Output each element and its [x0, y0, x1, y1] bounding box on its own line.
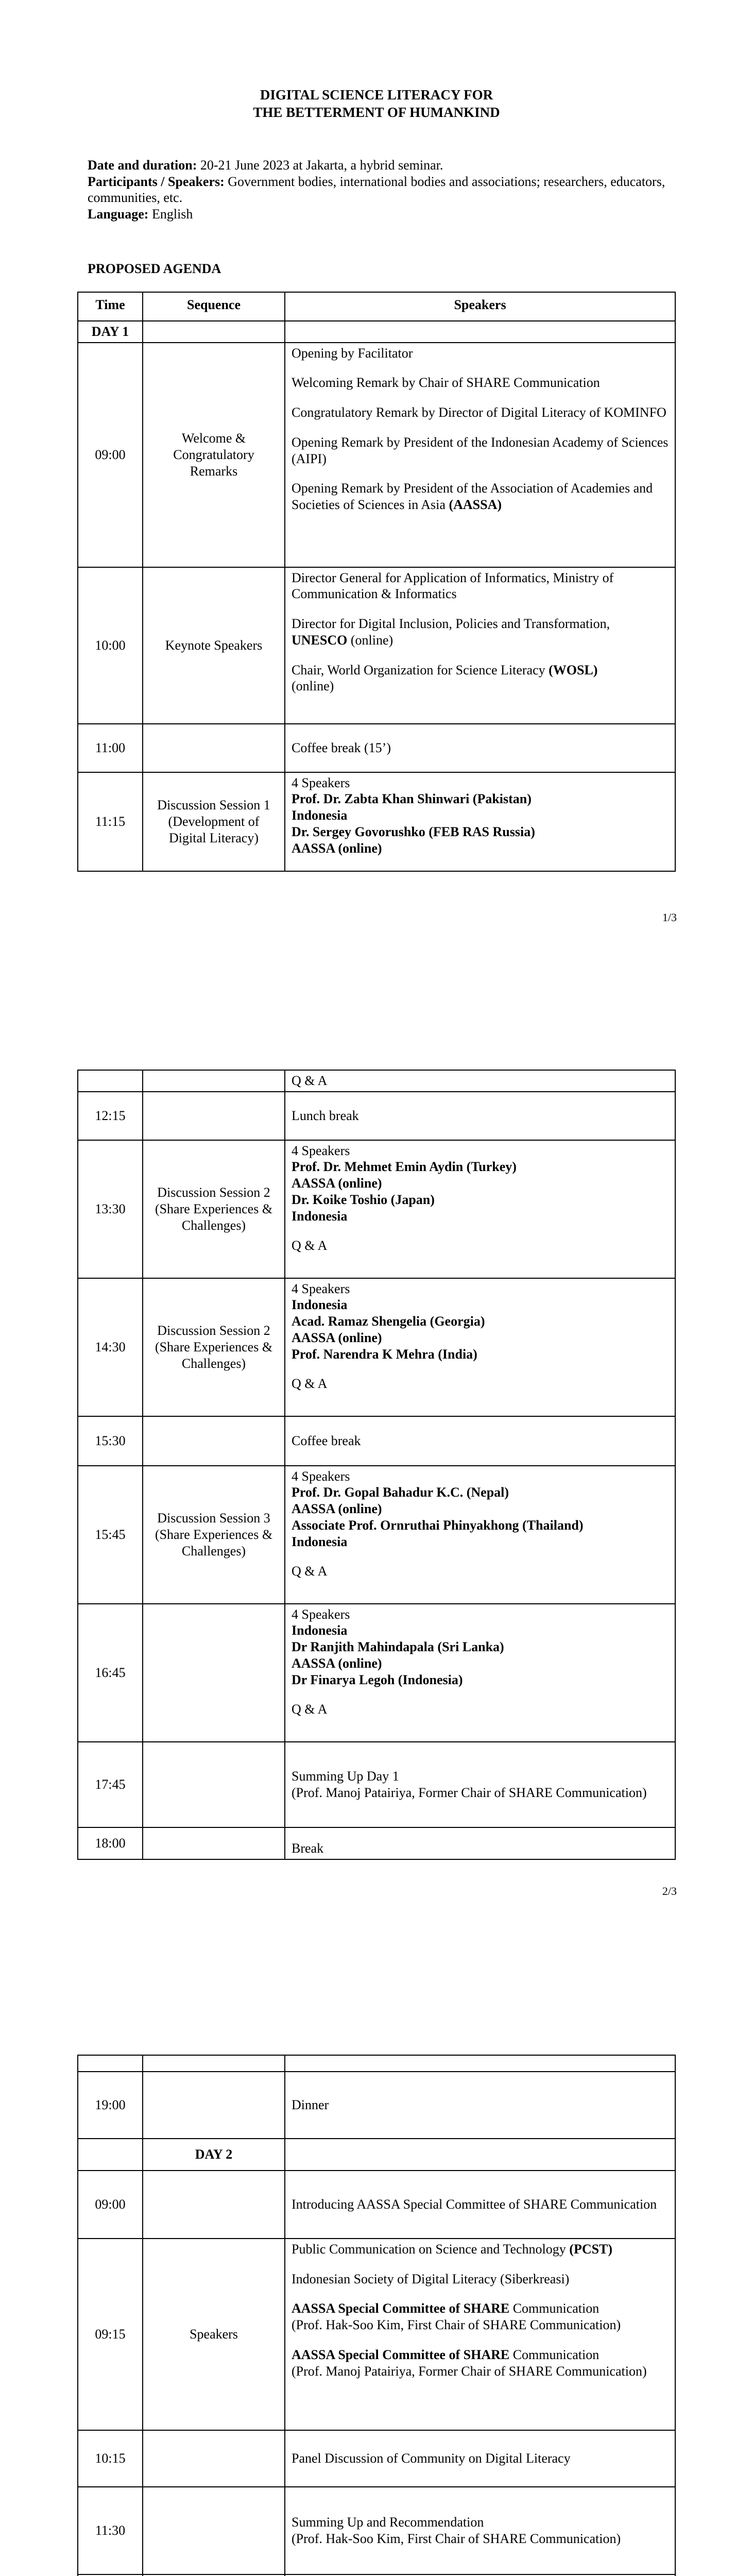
speakers-cell — [285, 1466, 675, 1604]
empty-cell — [143, 321, 285, 343]
agenda-table-page-1 — [77, 292, 676, 872]
speaker-count: 4 Speakers — [292, 1468, 350, 1484]
empty-cell — [143, 1604, 285, 1742]
sequence-cell: Discussion Session 1 (Development of Digital Literacy) — [143, 772, 285, 871]
time-cell: 11:30 — [78, 2487, 143, 2574]
speaker-name: Dr Ranjith Mahindapala (Sri Lanka) — [292, 1639, 504, 1655]
table-row — [78, 1604, 675, 1742]
participants-line — [88, 174, 685, 206]
speakers-cell: Q & A — [285, 1070, 675, 1092]
empty-cell — [143, 2487, 285, 2574]
speakers-cell: Introducing AASSA Special Committee of SHARE Communication — [285, 2171, 675, 2239]
speakers-cell — [285, 343, 675, 567]
speakers-cell — [285, 1140, 675, 1278]
empty-cell — [285, 2055, 675, 2072]
table-row — [78, 1416, 675, 1466]
time-cell: 15:30 — [78, 1416, 143, 1466]
table-row — [78, 1092, 675, 1140]
time-cell: 15:45 — [78, 1466, 143, 1604]
speaker-name: AASSA (online) — [292, 840, 382, 856]
speaker-item — [292, 662, 669, 694]
speaker-name: Indonesia — [292, 1534, 348, 1549]
speaker-text: Opening Remark by President of the Association of Academies and Societies of Sciences in Asia — [292, 481, 653, 513]
speakers-cell: Break — [285, 1827, 675, 1859]
speaker-item — [292, 2300, 669, 2333]
speaker-count: 4 Speakers — [292, 775, 350, 790]
speaker-count: 4 Speakers — [292, 1281, 350, 1296]
speakers-cell: Lunch break — [285, 1092, 675, 1140]
speaker-count: 4 Speakers — [292, 1606, 350, 1622]
speaker-name: Prof. Dr. Zabta Khan Shinwari (Pakistan) — [292, 791, 532, 807]
time-cell: 17:45 — [78, 1742, 143, 1827]
qa-label: Q & A — [292, 1238, 328, 1253]
table-row — [78, 2239, 675, 2430]
table-row — [78, 772, 675, 871]
table-header-row — [78, 292, 675, 321]
speaker-item: Opening Remark by President of the Indonesian Academy of Sciences (AIPI) — [292, 434, 669, 466]
table-row — [78, 2055, 675, 2072]
speaker-name: AASSA (online) — [292, 1176, 382, 1191]
summary-title: Summing Up Day 1 — [292, 1769, 399, 1784]
speaker-item: Opening by Facilitator — [292, 345, 413, 361]
speakers-cell: Dinner — [285, 2072, 675, 2139]
day-1-label: DAY 1 — [78, 321, 143, 343]
speaker-item — [292, 480, 669, 513]
language-label: Language: — [88, 207, 149, 222]
speaker-name: Dr. Koike Toshio (Japan) — [292, 1192, 435, 1207]
speaker-name: Associate Prof. Ornruthai Phinyakhong (Thailand) — [292, 1517, 584, 1533]
sequence-cell: Discussion Session 2 (Share Experiences & Challenges) — [143, 1278, 285, 1416]
time-cell: 18:00 — [78, 1827, 143, 1859]
qa-label: Q & A — [292, 1564, 328, 1579]
speaker-mode: (online) — [347, 632, 393, 648]
title-line-2: THE BETTERMENT OF HUMANKIND — [253, 104, 500, 120]
empty-cell — [143, 1742, 285, 1827]
speaker-text: (Prof. Manoj Patairiya, Former Chair of SHARE Communication) — [292, 2363, 647, 2379]
speaker-item — [292, 2241, 669, 2258]
empty-cell — [285, 321, 675, 343]
header-sequence: Sequence — [143, 292, 285, 321]
empty-cell — [143, 1827, 285, 1859]
table-row — [78, 1742, 675, 1827]
empty-cell — [78, 1070, 143, 1092]
time-cell: 13:30 — [78, 1140, 143, 1278]
speakers-cell — [285, 1604, 675, 1742]
title-line-1: DIGITAL SCIENCE LITERACY FOR — [260, 87, 493, 103]
speaker-text: Director for Digital Inclusion, Policies and Transformation, — [292, 616, 610, 632]
speaker-name: AASSA (online) — [292, 1501, 382, 1517]
qa-label: Q & A — [292, 1702, 328, 1717]
time-cell: 11:00 — [78, 724, 143, 772]
speaker-name: Dr Finarya Legoh (Indonesia) — [292, 1672, 463, 1687]
time-cell: 12:15 — [78, 1092, 143, 1140]
speaker-name: Indonesia — [292, 1208, 348, 1224]
table-row — [78, 2072, 675, 2139]
agenda-heading: PROPOSED AGENDA — [88, 261, 221, 276]
speaker-item — [292, 2347, 669, 2379]
empty-cell — [143, 2072, 285, 2139]
empty-cell — [143, 2171, 285, 2239]
sequence-cell: Discussion Session 2 (Share Experiences & Challenges) — [143, 1140, 285, 1278]
speaker-org: (PCST) — [569, 2242, 613, 2257]
page-number: 2/3 — [662, 1885, 677, 1897]
empty-cell — [143, 724, 285, 772]
speaker-count: 4 Speakers — [292, 1143, 350, 1158]
speakers-cell: Coffee break (15’) — [285, 724, 675, 772]
speaker-name: AASSA (online) — [292, 1330, 382, 1345]
speaker-mode: (online) — [292, 679, 334, 694]
date-label: Date and duration: — [88, 158, 197, 173]
speaker-item — [292, 616, 669, 648]
speakers-cell — [285, 1742, 675, 1827]
table-row — [78, 567, 675, 724]
sequence-cell: Keynote Speakers — [143, 567, 285, 724]
qa-label: Q & A — [292, 1376, 328, 1392]
table-row — [78, 343, 675, 567]
date-value: 20-21 June 2023 at Jakarta, a hybrid seminar. — [197, 158, 443, 173]
speaker-name: Acad. Ramaz Shengelia (Georgia) — [292, 1314, 485, 1329]
time-cell: 09:00 — [78, 343, 143, 567]
date-line — [88, 157, 685, 174]
time-cell: 09:00 — [78, 2171, 143, 2239]
table-row — [78, 1140, 675, 1278]
speakers-cell — [285, 2239, 675, 2430]
speaker-name: Prof. Narendra K Mehra (India) — [292, 1346, 477, 1362]
speaker-name: Prof. Dr. Gopal Bahadur K.C. (Nepal) — [292, 1485, 509, 1500]
page-1 — [0, 0, 753, 969]
empty-cell — [143, 2055, 285, 2072]
table-row — [78, 1278, 675, 1416]
speaker-text: Chair, World Organization for Science Literacy — [292, 662, 549, 677]
table-row — [78, 1827, 675, 1859]
time-cell: 10:00 — [78, 567, 143, 724]
speakers-cell: Panel Discussion of Community on Digital Literacy — [285, 2430, 675, 2487]
table-row — [78, 2430, 675, 2487]
time-cell: 14:30 — [78, 1278, 143, 1416]
day-1-row — [78, 321, 675, 343]
speaker-org: (AASSA) — [449, 497, 502, 513]
summary-title: Summing Up and Recommendation — [292, 2515, 484, 2530]
empty-cell — [143, 1416, 285, 1466]
time-cell: 11:15 — [78, 772, 143, 871]
participants-label: Participants / Speakers: — [88, 174, 225, 189]
participants-value: Government bodies, international bodies and associations; researchers, educators, communities, etc. — [88, 174, 665, 206]
table-row — [78, 1070, 675, 1092]
speaker-org: AASSA Special Committee of SHARE — [292, 2301, 510, 2316]
agenda-table-page-2 — [77, 1070, 676, 1860]
agenda-table-page-3 — [77, 2055, 676, 2576]
speakers-cell — [285, 772, 675, 871]
speaker-org: UNESCO — [292, 632, 348, 648]
empty-cell — [78, 2139, 143, 2171]
sequence-cell: Welcome & Congratulatory Remarks — [143, 343, 285, 567]
speaker-item: Director General for Application of Informatics, Ministry of Communication & Informatics — [292, 570, 614, 602]
speakers-cell — [285, 2487, 675, 2574]
time-cell: 09:15 — [78, 2239, 143, 2430]
speaker-item: Indonesian Society of Digital Literacy (Siberkreasi) — [292, 2271, 570, 2286]
header-speakers: Speakers — [285, 292, 675, 321]
seminar-details — [88, 157, 685, 223]
sequence-cell: Discussion Session 3 (Share Experiences & Challenges) — [143, 1466, 285, 1604]
speaker-text: Communication — [509, 2301, 600, 2316]
speaker-text: (Prof. Hak-Soo Kim, First Chair of SHARE Communication) — [292, 2317, 621, 2333]
empty-cell — [143, 1070, 285, 1092]
day-2-label: DAY 2 — [143, 2139, 285, 2171]
speakers-cell: Coffee break — [285, 1416, 675, 1466]
time-cell: 10:15 — [78, 2430, 143, 2487]
empty-cell — [143, 2430, 285, 2487]
speaker-name: Indonesia — [292, 1297, 348, 1313]
language-value: English — [148, 207, 193, 222]
empty-cell — [285, 2139, 675, 2171]
time-cell: 16:45 — [78, 1604, 143, 1742]
empty-cell — [78, 2055, 143, 2072]
speaker-item: Congratulatory Remark by Director of Digital Literacy of KOMINFO — [292, 405, 666, 420]
table-row — [78, 1466, 675, 1604]
speaker-name: Indonesia — [292, 808, 348, 823]
header-time: Time — [78, 292, 143, 321]
document-title — [0, 87, 753, 122]
sequence-cell: Speakers — [143, 2239, 285, 2430]
speaker-org: AASSA Special Committee of SHARE — [292, 2347, 510, 2362]
speaker-item: Welcoming Remark by Chair of SHARE Communication — [292, 375, 600, 391]
speaker-name: AASSA (online) — [292, 1655, 382, 1671]
speaker-text: Communication — [509, 2347, 600, 2362]
empty-cell — [143, 1092, 285, 1140]
language-line — [88, 206, 685, 223]
page-number: 1/3 — [662, 911, 677, 924]
table-row — [78, 724, 675, 772]
speaker-text: Public Communication on Science and Technology — [292, 2242, 570, 2257]
day-2-row — [78, 2139, 675, 2171]
speakers-cell — [285, 1278, 675, 1416]
speaker-name: Dr. Sergey Govorushko (FEB RAS Russia) — [292, 824, 535, 839]
table-row — [78, 2171, 675, 2239]
summary-speaker: (Prof. Manoj Patairiya, Former Chair of SHARE Communication) — [292, 1785, 647, 1800]
speaker-org: (WOSL) — [549, 662, 598, 677]
speaker-name: Indonesia — [292, 1623, 348, 1638]
time-cell: 19:00 — [78, 2072, 143, 2139]
speakers-cell — [285, 567, 675, 724]
speaker-name: Prof. Dr. Mehmet Emin Aydin (Turkey) — [292, 1159, 517, 1175]
summary-speaker: (Prof. Hak-Soo Kim, First Chair of SHARE Communication) — [292, 2531, 621, 2546]
table-row — [78, 2487, 675, 2574]
